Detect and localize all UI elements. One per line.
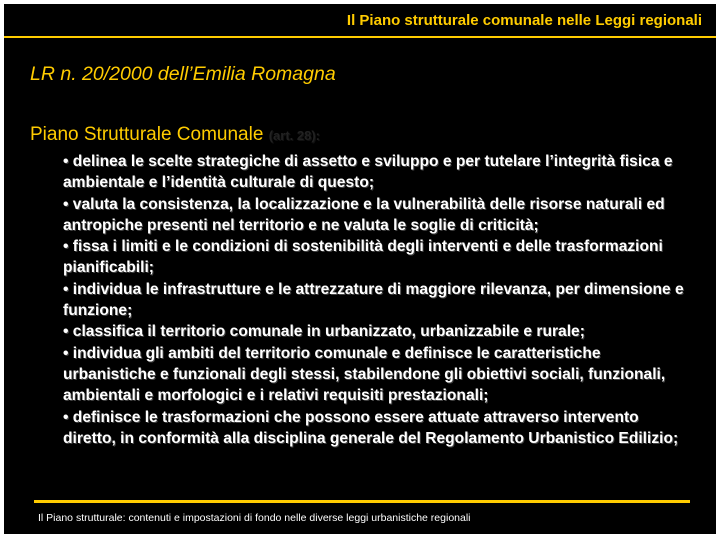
header-divider [4,36,716,38]
bullet-item: • fissa i limiti e le condizioni di sostenibilità degli interventi e delle trasformazioni pianificabili; [63,238,663,277]
header-title: Il Piano strutturale comunale nelle Leggi regionali [346,12,702,29]
bullet-item: • definisce le trasformazioni che possono essere attuate attraverso intervento diretto, in conformità alla disciplina generale del Regolamento Urbanistico Edilizio; [63,408,679,447]
bullet-item: • delinea le scelte strategiche di assetto e sviluppo e per tutelare l’integrità fisica e ambientale e l’identità culturale di questo; [63,153,673,192]
section-subtitle: (art. 28): [268,128,320,143]
bullet-item: • individua le infrastrutture e le attrezzature di maggiore rilevanza, per dimensione e funzione; [63,280,684,320]
bullet-item: • classifica il territorio comunale in urbanizzato, urbanizzabile e rurale; [63,323,585,341]
section-title [30,124,320,146]
bullet-item: • individua gli ambiti del territorio comunale e definisce le caratteristiche urbanistiche e funzionali degli stessi, stabilendone gli obiettivi sociali, funzionali, ambientali e morfologici e i relativi requisiti prestazionali; [63,344,666,405]
footer-divider [34,500,690,503]
bullet-item: • valuta la consistenza, la localizzazione e la vulnerabilità delle risorse naturali ed antropiche presenti nel territorio e ne valuta le soglie di criticità; [63,195,665,234]
footer-text: Il Piano strutturale: contenuti e impostazioni di fondo nelle diverse leggi urbanistiche regionali [38,512,471,524]
law-title: LR n. 20/2000 dell’Emilia Romagna [30,63,336,85]
bullet-list [63,151,693,449]
slide [4,4,716,534]
section-title-text: Piano Strutturale Comunale [30,124,264,145]
header-bar [4,4,716,36]
